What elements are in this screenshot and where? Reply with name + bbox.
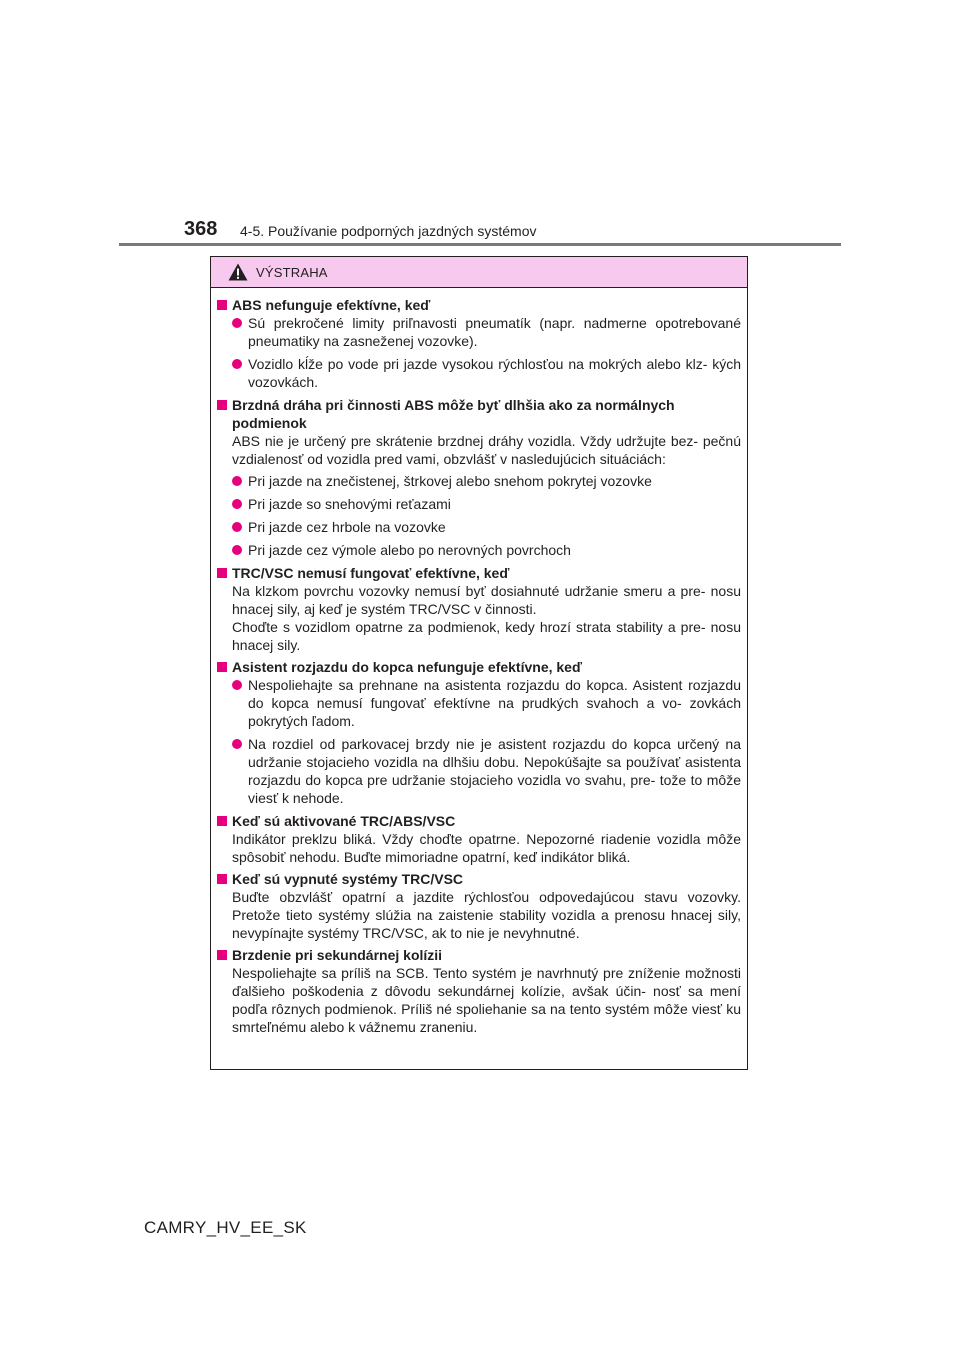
page-number: 368 — [184, 218, 218, 240]
section-text: Choďte s vozidlom opatrne za podmienok, kedy hrozí strata stability a pre- nosu hnacej sily. — [232, 619, 741, 653]
section-abs-ineffective — [217, 296, 741, 391]
warning-box — [210, 256, 748, 1070]
bullet-text: Pri jazde cez hrbole na vozovke — [248, 519, 446, 535]
bullet-dot-icon — [232, 499, 242, 509]
list-item — [232, 735, 741, 807]
footer-document-code: CAMRY_HV_EE_SK — [144, 1218, 307, 1237]
section-hill-start-assist — [217, 658, 741, 807]
warning-triangle-icon — [228, 263, 248, 281]
bullet-dot-icon — [232, 680, 242, 690]
section-title: Asistent rozjazdu do kopca nefunguje efektívne, keď — [232, 659, 583, 675]
list-item — [232, 676, 741, 730]
bullet-text: Sú prekročené limity priľnavosti pneumatík (napr. nadmerne opotrebované pneumatiky na zasneženej vozovke). — [248, 315, 741, 349]
bullet-dot-icon — [232, 318, 242, 328]
list-item — [232, 314, 741, 350]
section-title: TRC/VSC nemusí fungovať efektívne, keď — [232, 565, 510, 581]
section-square-icon — [217, 300, 227, 310]
bullet-text: Nespoliehajte sa prehnane na asistenta rozjazdu do kopca. Asistent rozjazdu do kopca nemusí fungovať efektívne na prudkých svahoch a vo- zovkách pokrytých ľadom. — [248, 677, 741, 729]
section-square-icon — [217, 662, 227, 672]
section-title: Keď sú vypnuté systémy TRC/VSC — [232, 871, 464, 887]
bullet-dot-icon — [232, 522, 242, 532]
list-item — [232, 518, 741, 536]
section-secondary-collision-braking — [217, 946, 741, 1036]
warning-title: VÝSTRAHA — [256, 264, 328, 280]
section-title: Keď sú aktivované TRC/ABS/VSC — [232, 813, 456, 829]
section-systems-activated — [217, 812, 741, 866]
bullet-dot-icon — [232, 545, 242, 555]
section-title: Brzdenie pri sekundárnej kolízii — [232, 947, 443, 963]
section-systems-off — [217, 870, 741, 942]
bullet-dot-icon — [232, 359, 242, 369]
bullet-dot-icon — [232, 476, 242, 486]
list-item — [232, 541, 741, 559]
header-divider — [119, 243, 841, 246]
list-item — [232, 355, 741, 391]
section-text: Indikátor preklzu bliká. Vždy choďte opatrne. Nepozorné riadenie vozidla môže spôsobiť nehodu. Buďte mimoriadne opatrní, keď indikátor bliká. — [232, 831, 741, 865]
list-item — [232, 472, 741, 490]
section-square-icon — [217, 816, 227, 826]
section-square-icon — [217, 950, 227, 960]
section-braking-distance — [217, 396, 741, 559]
section-text: Nespoliehajte sa príliš na SCB. Tento systém je navrhnutý pre zníženie možnosti ďalšieho poškodenia z dôvodu sekundárnej kolízie, avšak účin- nosť sa mení podľa rôznych podmienok. Príliš né spoliehanie sa na tento systém môže viesť ku smrteľnému alebo k vážnemu zraneniu. — [232, 965, 741, 1035]
warning-body — [211, 288, 747, 1036]
section-text: Na klzkom povrchu vozovky nemusí byť dosiahnuté udržanie smeru a pre- nosu hnacej sily, aj keď je systém TRC/VSC v činnosti. — [232, 583, 741, 617]
section-text: Buďte obzvlášť opatrní a jazdite rýchlosťou odpovedajúcou stavu vozovky. Pretože tieto systémy slúžia na zaistenie stability vozidla a prenosu hnacej sily, nevypínajte systémy TRC/VSC, ak to nie je nevyhnutné. — [232, 889, 741, 941]
section-square-icon — [217, 874, 227, 884]
section-square-icon — [217, 568, 227, 578]
section-text: ABS nie je určený pre skrátenie brzdnej dráhy vozidla. Vždy udržujte bez- pečnú vzdialenosť od vozidla pred vami, obzvlášť v nasledujúcich situáciách: — [232, 433, 741, 467]
list-item — [232, 495, 741, 513]
section-title: ABS nefunguje efektívne, keď — [232, 297, 431, 313]
bullet-dot-icon — [232, 739, 242, 749]
bullet-text: Pri jazde so snehovými reťazami — [248, 496, 451, 512]
section-trc-vsc-ineffective — [217, 564, 741, 654]
section-square-icon — [217, 400, 227, 410]
bullet-text: Pri jazde cez výmole alebo po nerovných povrchoch — [248, 542, 571, 558]
bullet-text: Na rozdiel od parkovacej brzdy nie je asistent rozjazdu do kopca určený na udržanie stojacieho vozidla na dlhšiu dobu. Nepokúšajte sa používať asistenta rozjazdu do kopca pre udržanie stojacieho vozidla vo svahu, pre- tože to môže viesť k nehode. — [248, 736, 741, 806]
section-title: Brzdná dráha pri činnosti ABS môže byť dlhšia ako za normálnych podmienok — [232, 397, 675, 431]
warning-header — [211, 257, 747, 288]
bullet-text: Vozidlo kĺže po vode pri jazde vysokou rýchlosťou na mokrých alebo klz- kých vozovkách. — [248, 356, 741, 390]
bullet-text: Pri jazde na znečistenej, štrkovej alebo snehom pokrytej vozovke — [248, 473, 652, 489]
chapter-title: 4-5. Používanie podporných jazdných systémov — [240, 223, 537, 239]
